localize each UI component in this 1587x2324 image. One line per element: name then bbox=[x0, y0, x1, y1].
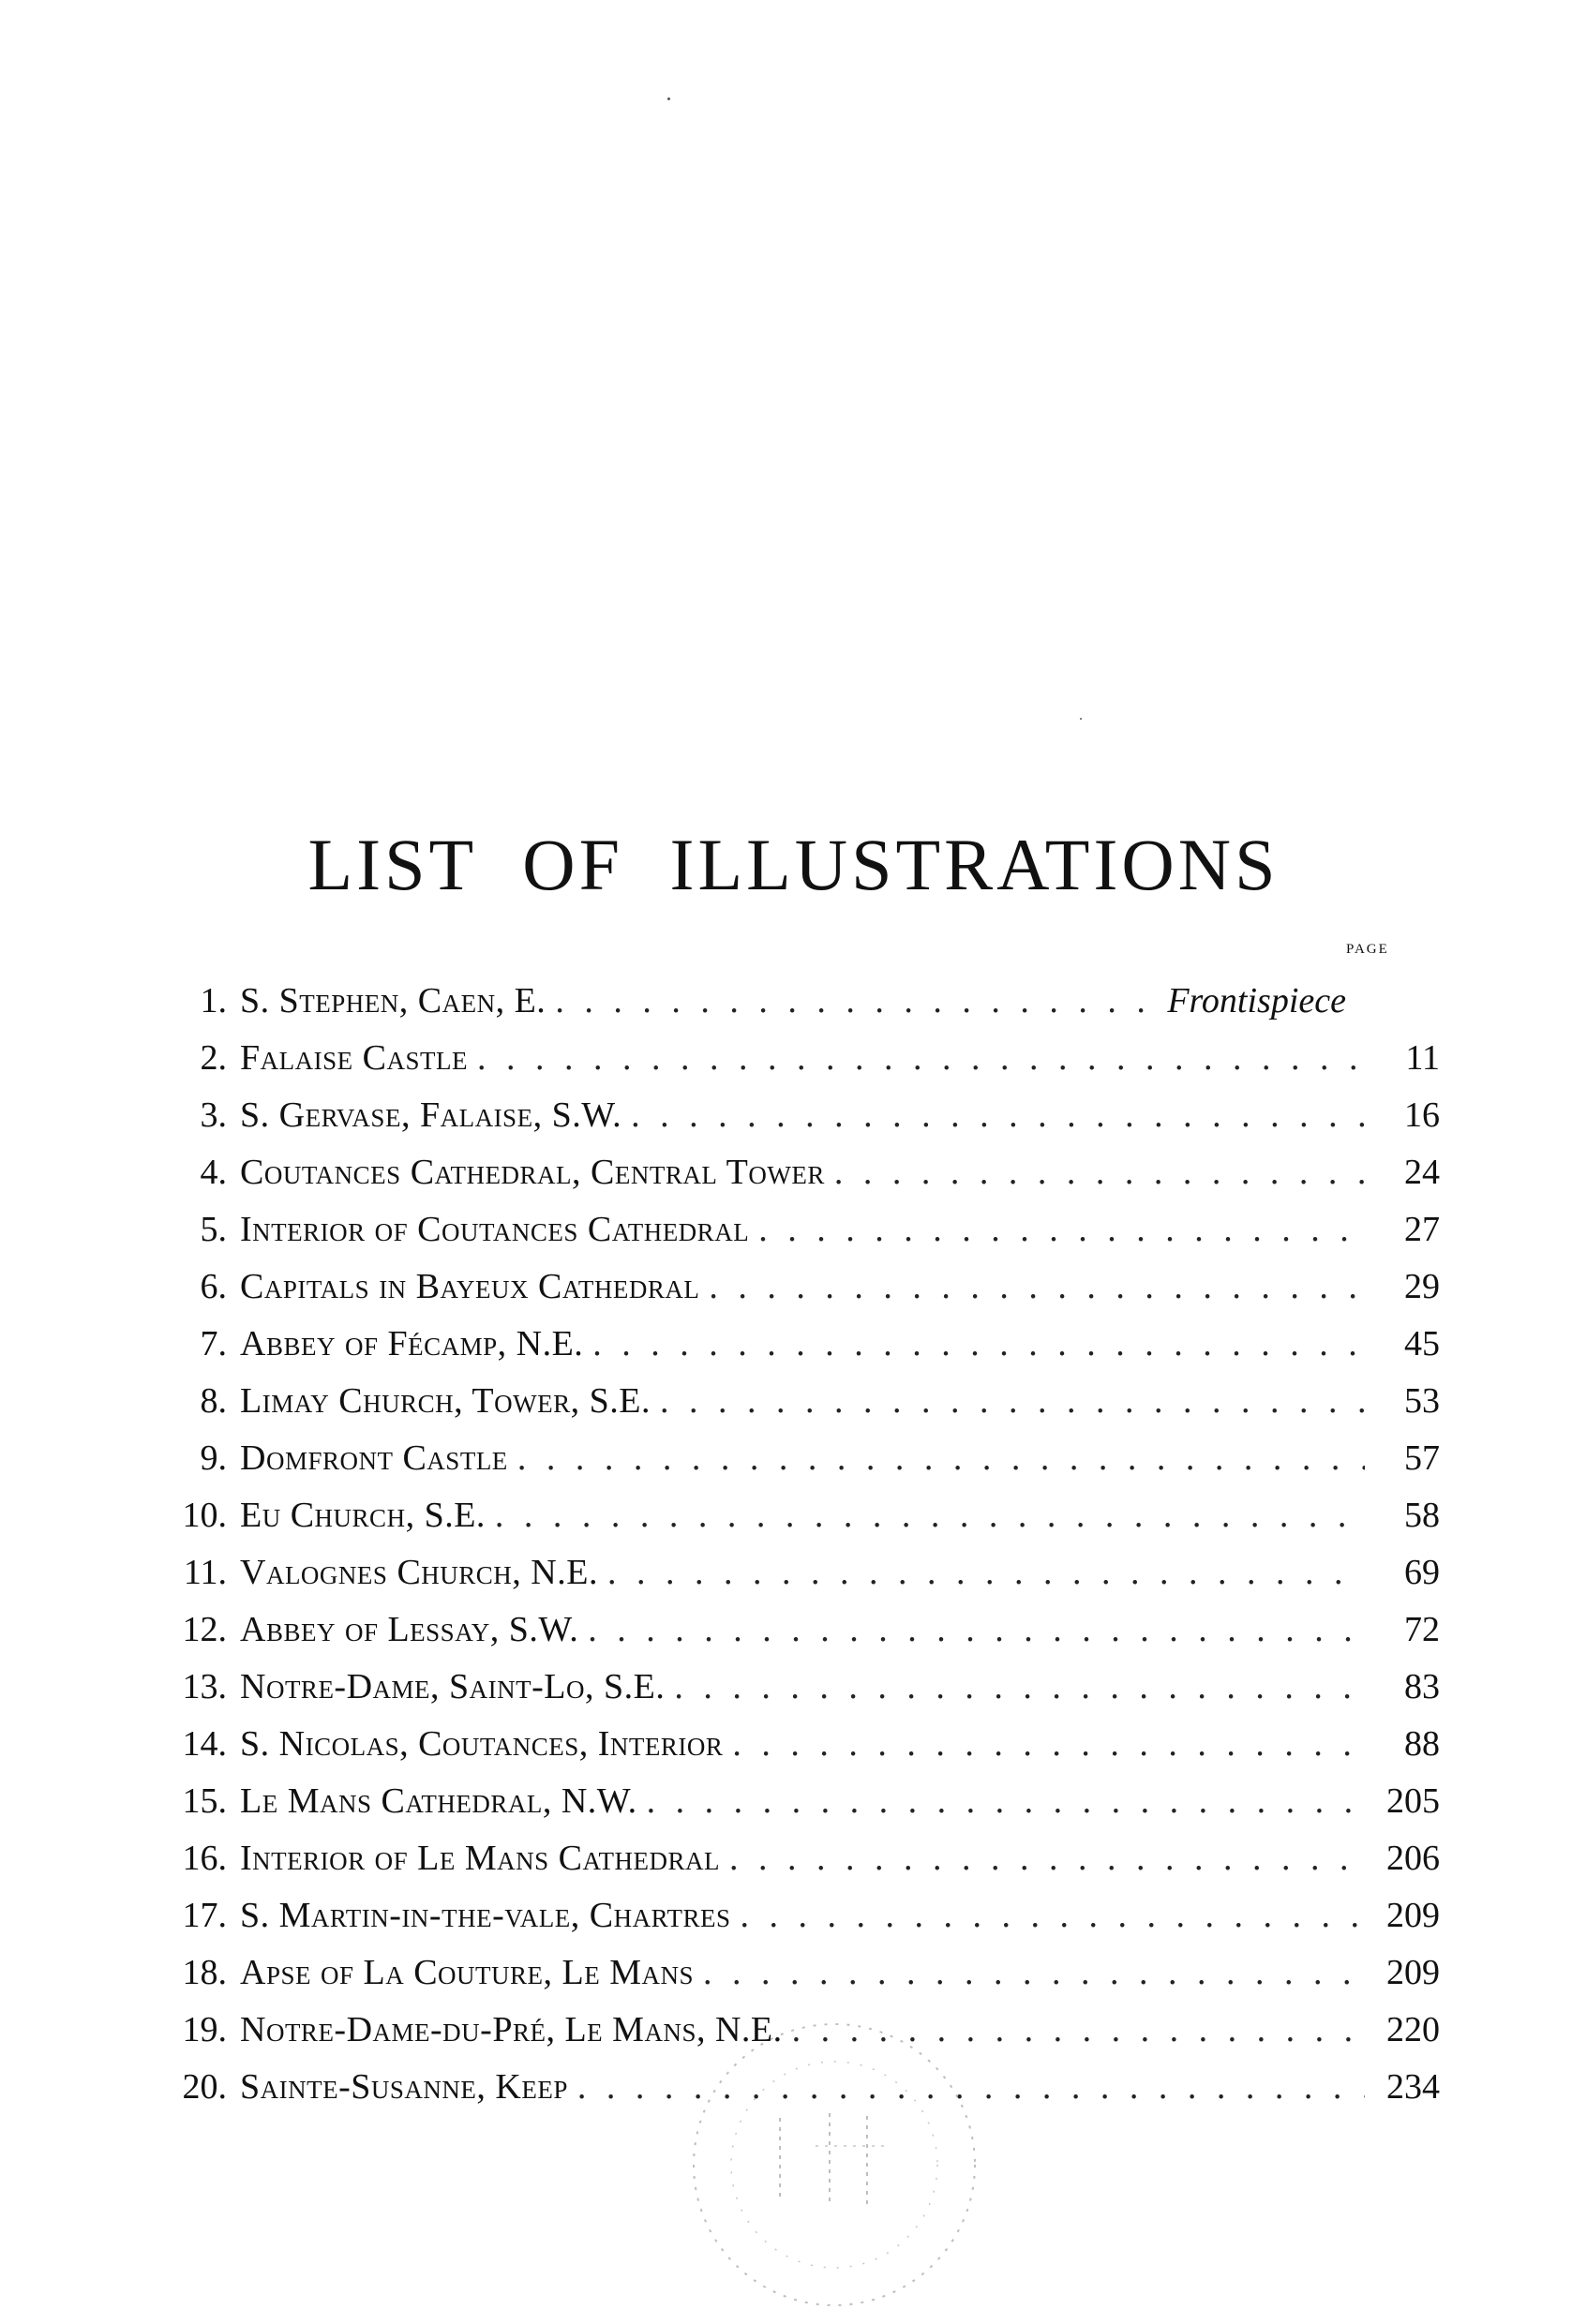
paper-speck bbox=[1080, 718, 1082, 720]
dot-leader bbox=[729, 1830, 1365, 1887]
list-item bbox=[159, 1773, 1440, 1830]
dot-leader bbox=[732, 1716, 1365, 1773]
entry-page: 209 bbox=[1386, 1896, 1440, 1935]
entry-page: 16 bbox=[1404, 1095, 1440, 1135]
entry-number: 17. bbox=[182, 1896, 227, 1935]
dot-leader bbox=[555, 973, 1158, 1030]
entry-number: 16. bbox=[182, 1839, 227, 1878]
list-item bbox=[159, 1316, 1440, 1373]
entry-caption: S. Stephen, Caen, E. bbox=[240, 981, 546, 1020]
entry-caption: Coutances Cathedral, Central Tower bbox=[240, 1153, 825, 1192]
entry-page: 57 bbox=[1404, 1438, 1440, 1478]
dot-leader bbox=[740, 1887, 1365, 1944]
list-item bbox=[159, 1601, 1440, 1659]
list-item bbox=[159, 973, 1440, 1030]
entry-caption: Interior of Le Mans Cathedral bbox=[240, 1839, 720, 1878]
stamp-ring bbox=[694, 2024, 975, 2305]
entry-caption: Le Mans Cathedral, N.W. bbox=[240, 1781, 637, 1821]
entry-page: Frontispiece bbox=[1167, 981, 1346, 1020]
page-title: LIST OF ILLUSTRATIONS bbox=[307, 824, 1280, 906]
list-item bbox=[159, 1659, 1440, 1716]
entry-caption: Apse of La Couture, Le Mans bbox=[240, 1953, 695, 1992]
stamp-inner-ring bbox=[731, 2062, 937, 2268]
entry-number: 9. bbox=[200, 1438, 227, 1478]
dot-leader bbox=[709, 1259, 1365, 1316]
entry-caption: S. Nicolas, Coutances, Interior bbox=[240, 1724, 724, 1764]
dot-leader bbox=[588, 1601, 1365, 1659]
dot-leader bbox=[607, 1544, 1365, 1601]
entry-number: 2. bbox=[200, 1038, 227, 1078]
entry-number: 14. bbox=[182, 1724, 227, 1764]
entry-number: 5. bbox=[200, 1210, 227, 1249]
dot-leader bbox=[631, 1087, 1365, 1144]
list-item bbox=[159, 1944, 1440, 2002]
list-item bbox=[159, 1830, 1440, 1887]
illustrations-list bbox=[159, 973, 1440, 2116]
list-item bbox=[159, 1716, 1440, 1773]
list-item bbox=[159, 1887, 1440, 1944]
list-item bbox=[159, 1030, 1440, 1087]
dot-leader bbox=[660, 1373, 1365, 1430]
entry-number: 8. bbox=[200, 1381, 227, 1421]
entry-number: 6. bbox=[200, 1267, 227, 1306]
entry-caption: Notre-Dame, Saint-Lo, S.E. bbox=[240, 1667, 666, 1706]
page-column-heading: page bbox=[1346, 935, 1389, 958]
entry-number: 11. bbox=[183, 1553, 227, 1592]
entry-number: 3. bbox=[200, 1095, 227, 1135]
entry-number: 1. bbox=[200, 981, 227, 1020]
dot-leader bbox=[834, 1144, 1365, 1201]
list-item bbox=[159, 1544, 1440, 1601]
entry-caption: Falaise Castle bbox=[240, 1038, 468, 1078]
entry-caption: Notre-Dame-du-Pré, Le Mans, N.E. bbox=[240, 2010, 783, 2049]
entry-caption: Abbey of Fécamp, N.E. bbox=[240, 1324, 584, 1363]
entry-page: 205 bbox=[1386, 1781, 1440, 1821]
entry-caption: Interior of Coutances Cathedral bbox=[240, 1210, 750, 1249]
entry-caption: S. Gervase, Falaise, S.W. bbox=[240, 1095, 622, 1135]
entry-number: 18. bbox=[182, 1953, 227, 1992]
list-item bbox=[159, 1487, 1440, 1544]
entry-caption: S. Martin-in-the-vale, Chartres bbox=[240, 1896, 731, 1935]
dot-leader bbox=[477, 1030, 1365, 1087]
list-item bbox=[159, 1259, 1440, 1316]
entry-page: 53 bbox=[1404, 1381, 1440, 1421]
entry-page: 234 bbox=[1386, 2067, 1440, 2107]
entry-page: 45 bbox=[1404, 1324, 1440, 1363]
entry-number: 15. bbox=[182, 1781, 227, 1821]
entry-page: 69 bbox=[1404, 1553, 1440, 1592]
entry-page: 29 bbox=[1404, 1267, 1440, 1306]
paper-speck bbox=[667, 97, 670, 100]
entry-number: 13. bbox=[182, 1667, 227, 1706]
dot-leader bbox=[517, 1430, 1365, 1487]
entry-page: 220 bbox=[1386, 2010, 1440, 2049]
dot-leader bbox=[674, 1659, 1365, 1716]
dot-leader bbox=[592, 1316, 1365, 1373]
list-item bbox=[159, 1201, 1440, 1259]
entry-page: 11 bbox=[1405, 1038, 1440, 1078]
list-item bbox=[159, 1373, 1440, 1430]
entry-caption: Valognes Church, N.E. bbox=[240, 1553, 598, 1592]
entry-number: 12. bbox=[182, 1610, 227, 1649]
library-stamp-mark bbox=[675, 2005, 994, 2324]
dot-leader bbox=[703, 1944, 1365, 2002]
entry-page: 72 bbox=[1404, 1610, 1440, 1649]
entry-number: 4. bbox=[200, 1153, 227, 1192]
entry-caption: Domfront Castle bbox=[240, 1438, 508, 1478]
entry-caption: Limay Church, Tower, S.E. bbox=[240, 1381, 651, 1421]
entry-page: 206 bbox=[1386, 1839, 1440, 1878]
dot-leader bbox=[495, 1487, 1365, 1544]
entry-page: 83 bbox=[1404, 1667, 1440, 1706]
list-item bbox=[159, 1087, 1440, 1144]
dot-leader bbox=[758, 1201, 1365, 1259]
entry-page: 27 bbox=[1404, 1210, 1440, 1249]
entry-page: 88 bbox=[1404, 1724, 1440, 1764]
entry-caption: Eu Church, S.E. bbox=[240, 1496, 486, 1535]
entry-page: 24 bbox=[1404, 1153, 1440, 1192]
entry-number: 7. bbox=[200, 1324, 227, 1363]
entry-caption: Capitals in Bayeux Cathedral bbox=[240, 1267, 700, 1306]
entry-number: 10. bbox=[182, 1496, 227, 1535]
dot-leader bbox=[647, 1773, 1365, 1830]
entry-number: 20. bbox=[182, 2067, 227, 2107]
entry-page: 209 bbox=[1386, 1953, 1440, 1992]
list-item bbox=[159, 1144, 1440, 1201]
entry-number: 19. bbox=[182, 2010, 227, 2049]
entry-caption: Sainte-Susanne, Keep bbox=[240, 2067, 568, 2107]
entry-caption: Abbey of Lessay, S.W. bbox=[240, 1610, 579, 1649]
entry-page: 58 bbox=[1404, 1496, 1440, 1535]
list-item bbox=[159, 1430, 1440, 1487]
